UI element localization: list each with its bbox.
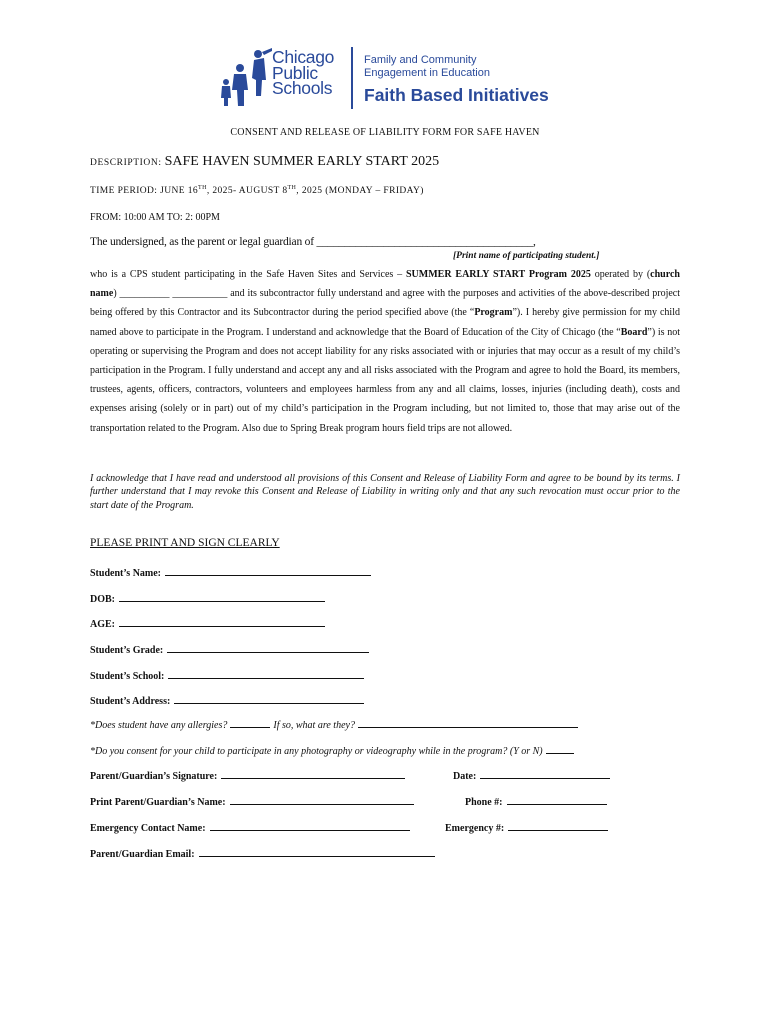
- time-period-sup-2: TH: [287, 185, 297, 191]
- age-label: AGE:: [90, 619, 115, 630]
- emergency-number-label: Emergency #:: [445, 823, 505, 834]
- body-text-1: who is a CPS student participating in the Safe Haven Sites and Services –: [90, 269, 406, 280]
- school-label: Student’s School:: [90, 671, 165, 682]
- family-figures-icon: [218, 46, 274, 108]
- description-value: SAFE HAVEN SUMMER EARLY START 2025: [164, 154, 440, 169]
- emergency-contact-blank[interactable]: [210, 821, 410, 831]
- guardian-signature-blank[interactable]: [221, 769, 405, 779]
- allergies-followup-label: If so, what are they?: [273, 720, 355, 731]
- print-guardian-name-field[interactable]: [90, 795, 414, 808]
- address-field[interactable]: [90, 694, 364, 707]
- phone-blank[interactable]: [507, 795, 607, 805]
- tagline-2: Engagement in Education: [364, 66, 490, 79]
- from-time-line: FROM: 10:00 AM TO: 2: 00PM: [90, 212, 220, 223]
- form-title: CONSENT AND RELEASE OF LIABILITY FORM FOR SAFE HAVEN: [230, 127, 540, 138]
- photo-consent-question[interactable]: [90, 744, 577, 757]
- grade-label: Student’s Grade:: [90, 645, 164, 656]
- emergency-number-field[interactable]: [445, 821, 608, 834]
- cps-logo: [218, 44, 563, 112]
- print-student-name-note: [Print name of participating student.]: [453, 251, 600, 261]
- guardian-email-label: Parent/Guardian Email:: [90, 849, 195, 860]
- department-title: Faith Based Initiatives: [364, 85, 549, 105]
- time-period-sup-1: TH: [198, 185, 207, 191]
- guardian-email-field[interactable]: [90, 847, 435, 860]
- phone-label: Phone #:: [465, 797, 503, 808]
- dob-blank[interactable]: [119, 592, 325, 602]
- allergies-label: *Does student have any allergies?: [90, 720, 228, 731]
- time-period-line: [90, 185, 424, 196]
- cps-wordmark: [272, 47, 352, 98]
- time-period-prefix: TIME PERIOD: JUNE 16: [90, 186, 199, 197]
- print-guardian-name-label: Print Parent/Guardian’s Name:: [90, 797, 226, 808]
- address-label: Student’s Address:: [90, 696, 171, 707]
- tagline-1: Family and Community: [364, 54, 477, 66]
- grade-blank[interactable]: [167, 643, 369, 653]
- emergency-number-blank[interactable]: [508, 821, 608, 831]
- date-blank[interactable]: [480, 769, 610, 779]
- description-label: DESCRIPTION:: [90, 158, 162, 168]
- student-name-blank[interactable]: [165, 566, 371, 576]
- body-text-2: operated by (: [590, 269, 651, 280]
- logo-divider: [351, 47, 353, 109]
- consent-body-paragraph: [90, 265, 680, 438]
- print-and-sign-heading: PLEASE PRINT AND SIGN CLEARLY: [90, 537, 280, 549]
- program-name-bold: SUMMER EARLY START Program 2025: [406, 269, 591, 280]
- acknowledgement-paragraph: I acknowledge that I have read and understood all provisions of this Consent and Release of Liability Form and agree to be bound by its terms. I further understand that I may revoke this Consent and Release of Liability in writing only and that any such revocation must occur prior to the start date of the Program.: [90, 473, 680, 511]
- student-name-field[interactable]: [90, 566, 371, 579]
- program-term-bold: Program: [474, 307, 513, 319]
- print-guardian-name-blank[interactable]: [230, 795, 414, 805]
- board-term-bold: Board: [620, 326, 648, 338]
- org-line-1: Chicago: [272, 47, 335, 67]
- grade-field[interactable]: [90, 643, 369, 656]
- photo-consent-blank[interactable]: [546, 744, 574, 754]
- school-blank[interactable]: [168, 669, 364, 679]
- date-label: Date:: [453, 771, 477, 782]
- org-line-3: Schools: [272, 78, 333, 98]
- dob-label: DOB:: [90, 594, 115, 605]
- guardian-email-blank[interactable]: [199, 847, 435, 857]
- guardian-signature-label: Parent/Guardian’s Signature:: [90, 771, 218, 782]
- emergency-contact-field[interactable]: [90, 821, 410, 834]
- body-text-3: ) __________ ___________ and its subcontractor fully understand and agree with the purposes and activities of the above-described project being offered by this Contractor and its Subcontractor during the period specified above (the “: [90, 288, 680, 319]
- emergency-contact-label: Emergency Contact Name:: [90, 823, 206, 834]
- age-field[interactable]: [90, 617, 325, 630]
- church-name-label: church name: [90, 269, 680, 300]
- photo-consent-label: *Do you consent for your child to participate in any photography or videography while in the program? (Y or N): [90, 746, 543, 757]
- age-blank[interactable]: [119, 617, 325, 627]
- phone-field[interactable]: [465, 795, 607, 808]
- time-period-suffix: , 2025 (MONDAY – FRIDAY): [296, 186, 424, 197]
- guardian-statement-line[interactable]: The undersigned, as the parent or legal guardian of _______________________________________,: [90, 236, 536, 248]
- guardian-signature-field[interactable]: [90, 769, 405, 782]
- org-line-2: Public: [272, 62, 318, 83]
- description-line: [90, 154, 439, 170]
- time-period-mid: , 2025- AUGUST 8: [206, 186, 288, 197]
- dob-field[interactable]: [90, 592, 325, 605]
- allergies-yn-blank[interactable]: [230, 718, 270, 728]
- school-field[interactable]: [90, 669, 364, 682]
- department-block: [364, 54, 564, 105]
- date-field[interactable]: [453, 769, 610, 782]
- allergies-detail-blank[interactable]: [358, 718, 578, 728]
- address-blank[interactable]: [174, 694, 364, 704]
- allergies-question[interactable]: [90, 718, 581, 731]
- student-name-label: Student’s Name:: [90, 568, 162, 579]
- body-text-4: ”). I hereby give permission for my child named above to participate in the Program. I understand and acknowledge that the Board of Education of the City of Chicago (the “: [90, 307, 680, 338]
- body-text-5: ”) is not operating or supervising the Program and does not accept liability for any risks associated with or injuries that may occur as a result of my child’s participation in the Program. I fully understand and accept any and all risks associated with the Program and agree to hold the Board, its members, trustees, agents, officers, contractors, volunteers and employees harmless from any and all claims, losses, injuries (including death), costs and expenses arising (solely or in part) out of my child’s participation in the Program including, but not limited to, those that may arise out of the transportation related to the Program. Also due to Spring Break program hours field trips are not allowed.: [90, 326, 680, 434]
